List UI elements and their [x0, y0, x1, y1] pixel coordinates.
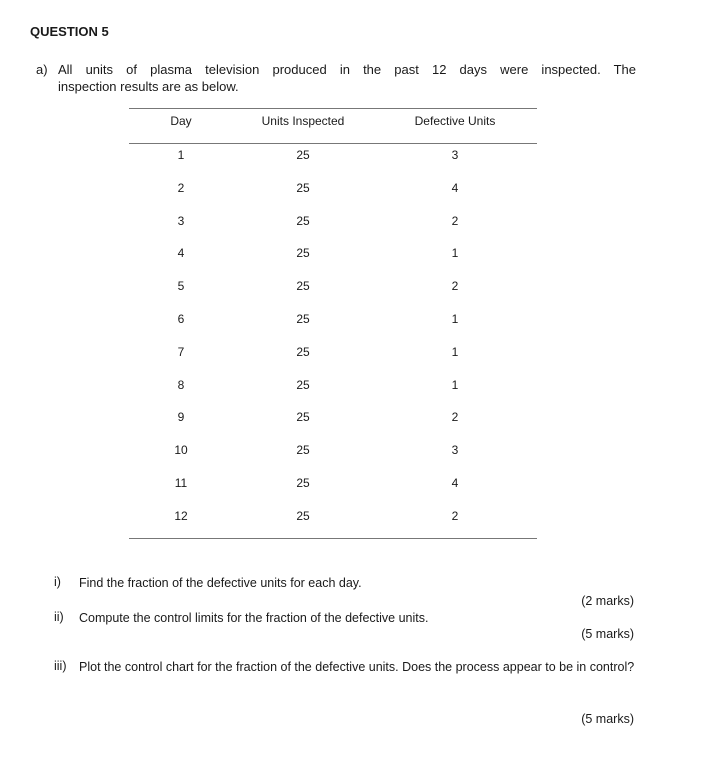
table-cell-day: 12 [174, 509, 188, 523]
table-cell-units-inspected: 25 [296, 312, 310, 326]
intro-line-1 [36, 61, 636, 78]
subquestion-marks-2: (5 marks) [581, 627, 634, 641]
table-cell-defective-units: 1 [451, 378, 459, 392]
table-cell-day: 11 [174, 476, 188, 490]
table-cell-defective-units: 2 [451, 509, 459, 523]
subquestion-marks-1: (2 marks) [581, 594, 634, 608]
subquestion-number-2: ii) [54, 610, 64, 624]
table-header-rule [129, 143, 537, 144]
subquestion-text-3: Plot the control chart for the fraction of the defective units. Does the process appear to be in control? [79, 660, 635, 674]
header-units-inspected: Units Inspected [261, 114, 345, 128]
table-cell-day: 2 [177, 181, 185, 195]
table-cell-day: 5 [177, 279, 185, 293]
table-cell-units-inspected: 25 [296, 214, 310, 228]
table-cell-day: 10 [174, 443, 188, 457]
table-cell-defective-units: 4 [451, 476, 459, 490]
intro-text-1: All units of plasma television produced in the past 12 days were inspected. The [58, 62, 636, 77]
table-cell-units-inspected: 25 [296, 148, 310, 162]
table-cell-day: 7 [177, 345, 185, 359]
header-defective-units: Defective Units [414, 114, 496, 128]
subquestion-marks-3: (5 marks) [581, 712, 634, 726]
table-cell-units-inspected: 25 [296, 378, 310, 392]
table-cell-defective-units: 4 [451, 181, 459, 195]
table-bottom-rule [129, 538, 537, 539]
table-cell-day: 9 [177, 410, 185, 424]
table-cell-defective-units: 2 [451, 410, 459, 424]
table-cell-units-inspected: 25 [296, 279, 310, 293]
table-cell-day: 3 [177, 214, 185, 228]
table-cell-defective-units: 2 [451, 279, 459, 293]
subquestion-text-1: Find the fraction of the defective units for each day. [79, 576, 362, 590]
table-cell-defective-units: 1 [451, 312, 459, 326]
part-label: a) [36, 62, 48, 77]
table-cell-defective-units: 2 [451, 214, 459, 228]
intro-line-2: inspection results are as below. [58, 79, 239, 94]
header-day: Day [170, 114, 192, 128]
table-cell-day: 8 [177, 378, 185, 392]
subquestion-number-1: i) [54, 575, 61, 589]
subquestion-number-3: iii) [54, 659, 67, 673]
table-cell-day: 1 [177, 148, 185, 162]
table-cell-defective-units: 3 [451, 443, 459, 457]
table-cell-units-inspected: 25 [296, 345, 310, 359]
table-cell-units-inspected: 25 [296, 476, 310, 490]
question-heading: QUESTION 5 [30, 24, 109, 39]
table-cell-units-inspected: 25 [296, 246, 310, 260]
subquestion-text-2: Compute the control limits for the fraction of the defective units. [79, 611, 429, 625]
table-cell-day: 6 [177, 312, 185, 326]
table-cell-defective-units: 3 [451, 148, 459, 162]
table-cell-defective-units: 1 [451, 246, 459, 260]
table-cell-units-inspected: 25 [296, 410, 310, 424]
question-intro [36, 61, 636, 95]
table-cell-units-inspected: 25 [296, 509, 310, 523]
table-cell-defective-units: 1 [451, 345, 459, 359]
table-top-rule [129, 108, 537, 109]
table-cell-units-inspected: 25 [296, 443, 310, 457]
table-cell-day: 4 [177, 246, 185, 260]
table-cell-units-inspected: 25 [296, 181, 310, 195]
